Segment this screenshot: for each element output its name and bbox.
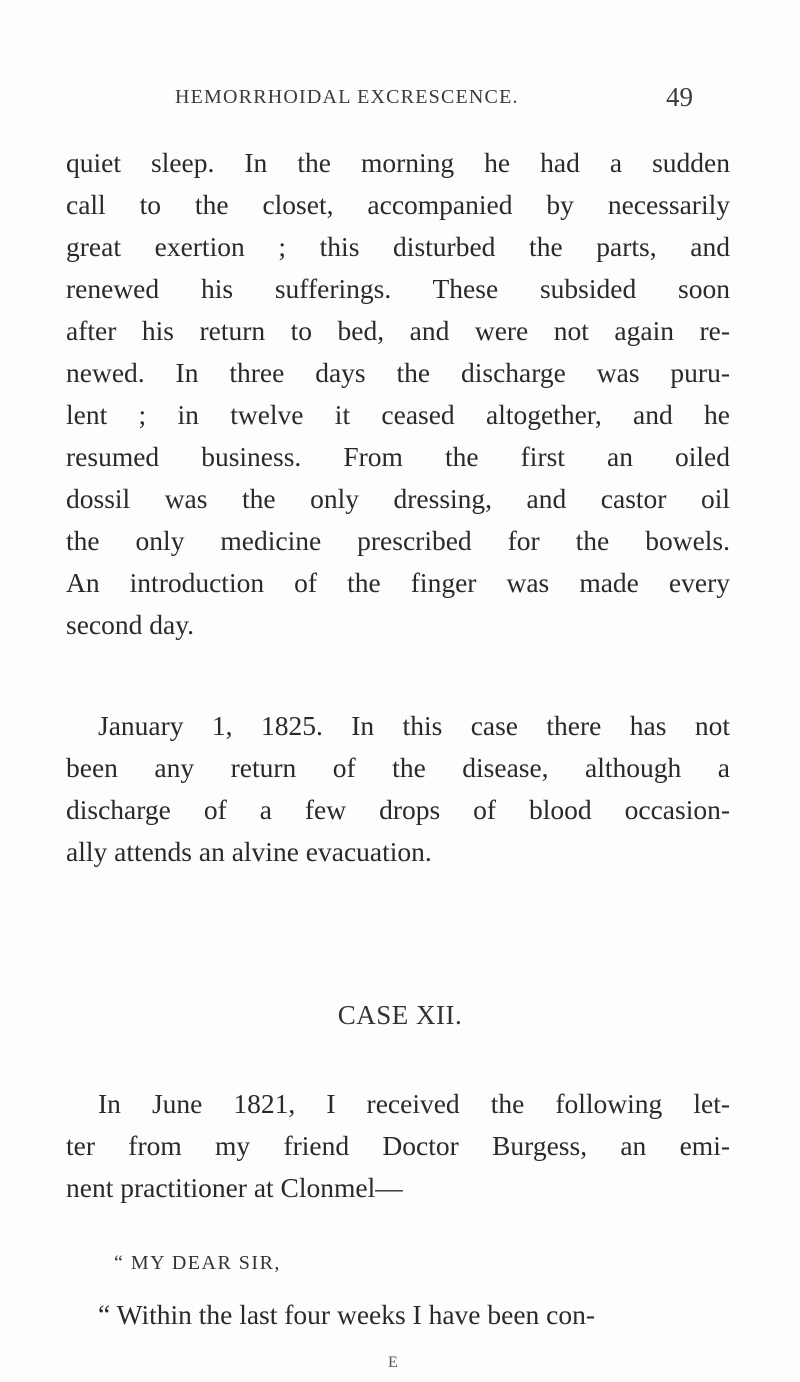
text-line: nent practitioner at Clonmel— (66, 1172, 403, 1203)
paragraph-2 (66, 705, 730, 873)
letter-salutation: “ MY DEAR SIR, (114, 1252, 281, 1274)
text-line: renewed his sufferings. These subsided soon (66, 273, 730, 304)
paragraph-3 (66, 1083, 730, 1209)
text-line: great exertion ; this disturbed the parts, and (66, 231, 730, 262)
text-line: after his return to bed, and were not again re- (66, 315, 730, 346)
running-title: HEMORRHOIDAL EXCRESCENCE. (175, 86, 519, 108)
text-line: resumed business. From the first an oiled (66, 441, 730, 472)
text-line: quiet sleep. In the morning he had a sudden (66, 147, 730, 178)
text-line: lent ; in twelve it ceased altogether, and he (66, 399, 730, 430)
page-number: 49 (666, 82, 693, 112)
text-line: newed. In three days the discharge was puru- (66, 357, 730, 388)
text-line: “ Within the last four weeks I have been con- (98, 1299, 596, 1330)
signature-mark: E (388, 1354, 398, 1371)
case-heading: CASE XII. (337, 1000, 463, 1030)
text-line: ter from my friend Doctor Burgess, an emi- (66, 1130, 730, 1161)
page-header (0, 82, 800, 116)
text-line: call to the closet, accompanied by necessarily (66, 189, 730, 220)
text-line: dossil was the only dressing, and castor oil (66, 483, 730, 514)
text-line: been any return of the disease, although a (66, 752, 730, 783)
text-line: discharge of a few drops of blood occasion- (66, 794, 730, 825)
text-line: second day. (66, 609, 195, 640)
paragraph-1 (66, 142, 730, 646)
text-line: In June 1821, I received the following let- (98, 1088, 730, 1119)
text-line: January 1, 1825. In this case there has not (98, 710, 730, 741)
text-line: ally attends an alvine evacuation. (66, 836, 432, 867)
text-line: the only medicine prescribed for the bowels. (66, 525, 730, 556)
paragraph-4 (66, 1294, 730, 1336)
text-line: An introduction of the finger was made every (66, 567, 730, 598)
